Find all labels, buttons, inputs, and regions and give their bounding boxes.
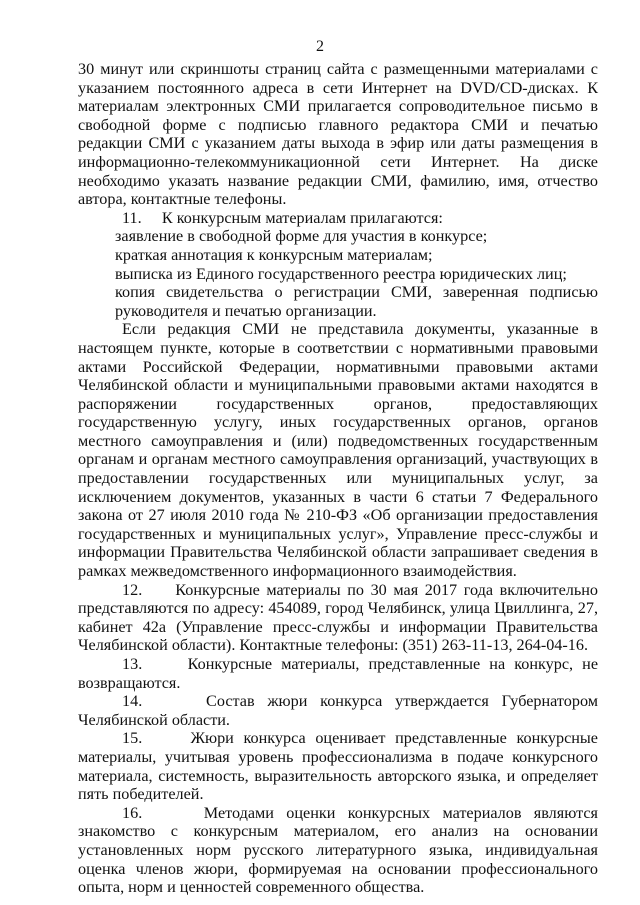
list-item-registry-extract: выписка из Единого государственного реестра юридических лиц; [115, 264, 567, 283]
paragraph-continuation: 30 минут или скриншоты страниц сайта с размещенными материалами с указанием постоянного адреса в сети Интернет на DVD/CD-дисках. К материалам электронных СМИ прилагается сопроводительное письмо в свободной форме с подписью главного редактора СМИ и печатью редакции СМИ с указанием даты выхода в эфир или даты размещения в информационно-телекоммуникационной сети Интернет. На диске необходимо указать название редакции СМИ, фамилию, имя, отчество автора, контактные телефоны. [78, 60, 598, 209]
paragraph-item-11: 11. К конкурсным материалам прилагаются: [122, 208, 443, 227]
list-item-application: заявление в свободной форме для участия в конкурсе; [115, 227, 488, 246]
paragraph-item-15: 15. Жюри конкурса оценивает представленные конкурсные материалы, учитывая уровень профессионализма в подаче конкурсного материала, системность, выразительность авторского языка, и определяет пять победителей. [78, 729, 598, 804]
paragraph-item-13: 13. Конкурсные материалы, представленные на конкурс, не возвращаются. [78, 655, 598, 692]
list-item-certificate-copy: копия свидетельства о регистрации СМИ, заверенная подписью руководителя и печатью организации. [115, 283, 598, 320]
paragraph-item-14: 14. Состав жюри конкурса утверждается Губернатором Челябинской области. [78, 692, 598, 729]
page-number: 2 [316, 38, 324, 55]
document-body [78, 60, 598, 897]
paragraph-missing-documents: Если редакция СМИ не представила документы, указанные в настоящем пункте, которые в соответствии с нормативными правовыми актами Российской Федерации, нормативными правовыми актами Челябинской области и муниципальными правовыми актами находятся в распоряжении государственных органов, предоставляющих государственную услугу, иных государственных органов, органов местного самоуправления и (или) подведомственных государственным органам и органам местного самоуправления организаций, участвующих в предоставлении государственных или муниципальных услуг, за исключением документов, указанных в части 6 статьи 7 Федерального закона от 27 июля 2010 года № 210-ФЗ «Об организации предоставления государственных и муниципальных услуг», Управление пресс-службы и информации Правительства Челябинской области запрашивает сведения в рамках межведомственного информационного взаимодействия. [78, 320, 598, 581]
list-item-annotation: краткая аннотация к конкурсным материалам; [115, 245, 433, 264]
paragraph-item-12: 12. Конкурсные материалы по 30 мая 2017 года включительно представляются по адресу: 454089, город Челябинск, улица Цвиллинга, 27, кабинет 42а (Управление пресс-службы и информации Правительства Челябинской области). Контактные телефоны: (351) 263-11-13, 264-04-16. [78, 580, 598, 655]
paragraph-item-16: 16. Методами оценки конкурсных материалов являются знакомство с конкурсным материалом, его анализ на основании установленных норм русского литературного языка, индивидуальная оценка членов жюри, формируемая на основании профессионального опыта, норм и ценностей современного общества. [78, 803, 598, 897]
